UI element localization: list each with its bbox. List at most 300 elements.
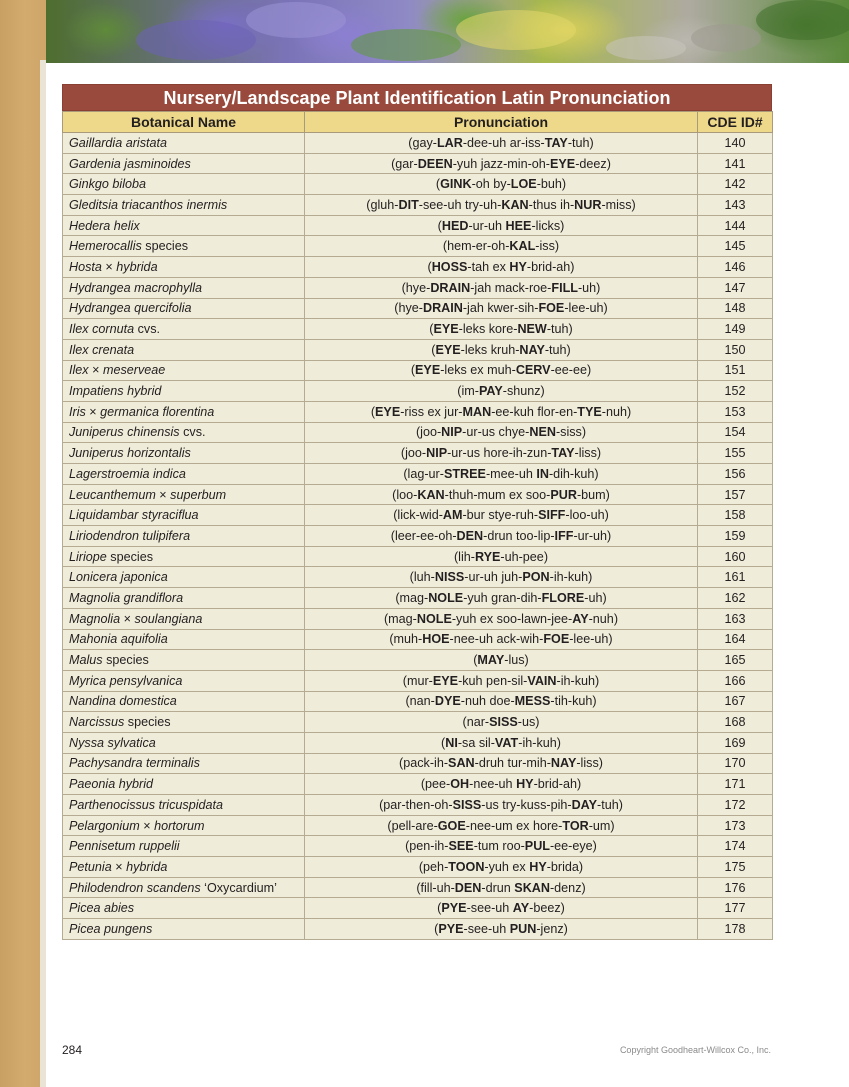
table-row (63, 712, 773, 733)
botanical-name-text: Leucanthemum (69, 487, 156, 502)
cde-id-cell: 150 (698, 339, 773, 360)
botanical-name-text: species (106, 549, 154, 564)
cde-id-cell: 167 (698, 691, 773, 712)
stressed-syllable: DAY (571, 797, 597, 812)
pronunciation-cell (305, 753, 698, 774)
table-title: Nursery/Landscape Plant Identification Latin Pronunciation (62, 84, 772, 111)
stressed-syllable: FILL (551, 280, 578, 295)
pronunciation-text: (mag- (383, 611, 417, 626)
botanical-name-text: Pennisetum ruppelii (69, 839, 180, 854)
table-row (63, 319, 773, 340)
stressed-syllable: MAN (462, 404, 492, 419)
cde-id-cell: 144 (698, 215, 773, 236)
table-row (63, 877, 773, 898)
cde-id-cell: 148 (698, 298, 773, 319)
pronunciation-text: -buh) (536, 177, 567, 192)
cde-id-cell: 154 (698, 422, 773, 443)
pronunciation-text: (leer-ee-oh- (390, 528, 457, 543)
pronunciation-cell (305, 153, 698, 174)
botanical-name-cell (63, 381, 305, 402)
botanical-name-cell (63, 608, 305, 629)
stressed-syllable: DRAIN (422, 301, 463, 316)
pronunciation-text: -ee-ee) (550, 363, 592, 378)
pronunciation-text: -nuh) (601, 404, 632, 419)
stressed-syllable: NEW (517, 322, 547, 337)
stressed-syllable: NI (445, 735, 458, 750)
cde-id-cell: 161 (698, 567, 773, 588)
table-row (63, 526, 773, 547)
pronunciation-text: -uh) (577, 280, 601, 295)
botanical-name-text: Gleditsia triacanthos inermis (69, 197, 228, 212)
botanical-name-text: Ginkgo biloba (69, 177, 147, 192)
pronunciation-text: (luh- (409, 570, 435, 585)
copyright-notice: Copyright Goodheart-Willcox Co., Inc. (619, 1045, 771, 1055)
pronunciation-text: -druh tur-mih- (474, 756, 551, 771)
pronunciation-text: -leks ex muh- (440, 363, 516, 378)
pronunciation-cell (305, 277, 698, 298)
botanical-name-text: × (139, 818, 155, 833)
pronunciation-cell (305, 443, 698, 464)
botanical-name-text: Picea pungens (69, 921, 153, 936)
pronunciation-text: -shunz) (502, 384, 545, 399)
cde-id-cell: 170 (698, 753, 773, 774)
botanical-name-text: hortorum (154, 818, 205, 833)
botanical-name-text: Hedera helix (69, 218, 140, 233)
pronunciation-text: ( (435, 177, 441, 192)
table-row (63, 401, 773, 422)
pronunciation-text: -lee-uh) (569, 632, 613, 647)
stressed-syllable: AY (572, 611, 589, 626)
pronunciation-cell (305, 670, 698, 691)
pronunciation-cell (305, 401, 698, 422)
stressed-syllable: KAN (501, 197, 529, 212)
pronunciation-text: -nee-uh ack-wih- (449, 632, 544, 647)
stressed-syllable: NEN (529, 425, 556, 440)
stressed-syllable: GINK (440, 177, 472, 192)
stressed-syllable: EYE (432, 673, 459, 688)
stressed-syllable: VAT (494, 735, 519, 750)
pronunciation-text: -nuh doe- (460, 694, 515, 709)
table-row (63, 215, 773, 236)
stressed-syllable: NIP (426, 446, 448, 461)
botanical-name-text: Juniperus chinensis (69, 425, 180, 440)
pronunciation-text: -mee-uh (485, 466, 537, 481)
botanical-name-text: hybrida (116, 259, 158, 274)
pronunciation-text: (lag-ur- (403, 466, 444, 481)
pronunciation-text: (joo- (415, 425, 442, 440)
botanical-name-text: Magnolia (69, 611, 121, 626)
botanical-name-text: cvs. (134, 322, 160, 337)
garden-photo-banner-icon (46, 0, 849, 63)
pronunciation-text: -drun too-lip- (483, 528, 555, 543)
stressed-syllable: EYE (375, 404, 401, 419)
pronunciation-text: -siss) (555, 425, 587, 440)
botanical-name-text: Myrica pensylvanica (69, 673, 183, 688)
pronunciation-cell (305, 857, 698, 878)
pronunciation-text: ( (410, 363, 416, 378)
pronunciation-cell (305, 712, 698, 733)
stressed-syllable: DEN (456, 528, 484, 543)
stressed-syllable: KAN (417, 487, 445, 502)
botanical-name-cell (63, 753, 305, 774)
cde-id-cell: 175 (698, 857, 773, 878)
pronunciation-text: -ee-eye) (549, 839, 597, 854)
side-inner-strip (40, 60, 46, 1087)
botanical-name-cell (63, 691, 305, 712)
botanical-name-cell (63, 712, 305, 733)
botanical-name-text: Picea abies (69, 901, 135, 916)
table-row (63, 795, 773, 816)
table-row (63, 236, 773, 257)
pronunciation-cell (305, 174, 698, 195)
pronunciation-text: -brida) (546, 859, 584, 874)
botanical-name-text: Nyssa sylvatica (69, 735, 156, 750)
pronunciation-text: -liss) (574, 446, 602, 461)
cde-id-cell: 153 (698, 401, 773, 422)
pronunciation-cell (305, 919, 698, 940)
pronunciation-cell (305, 319, 698, 340)
stressed-syllable: SKAN (514, 880, 550, 895)
pronunciation-text: -tuh) (567, 135, 594, 150)
botanical-name-text: meserveae (102, 363, 166, 378)
stressed-syllable: NOLE (416, 611, 452, 626)
cde-id-cell: 173 (698, 815, 773, 836)
pronunciation-text: (gay- (408, 135, 437, 150)
stressed-syllable: MAY (477, 653, 505, 668)
stressed-syllable: HED (441, 218, 469, 233)
botanical-name-text: Pachysandra terminalis (69, 756, 200, 771)
pronunciation-text: (pack-ih- (399, 756, 449, 771)
table-header-row (63, 112, 773, 133)
stressed-syllable: TYE (577, 404, 602, 419)
table-row (63, 153, 773, 174)
stressed-syllable: HOSS (431, 259, 468, 274)
stressed-syllable: CERV (515, 363, 551, 378)
pronunciation-table-container (62, 84, 772, 940)
pronunciation-text: (pen-ih- (405, 839, 449, 854)
botanical-name-text: Ilex crenata (69, 342, 135, 357)
stressed-syllable: KAL (509, 239, 536, 254)
stressed-syllable: NAY (519, 342, 545, 357)
stressed-syllable: FOE (538, 301, 565, 316)
pronunciation-text: -beez) (529, 901, 565, 916)
table-row (63, 691, 773, 712)
botanical-name-text: × (101, 259, 117, 274)
pronunciation-cell (305, 608, 698, 629)
stressed-syllable: PYE (441, 901, 467, 916)
botanical-name-text: Petunia (69, 859, 112, 874)
pronunciation-text: -thuh-mum ex soo- (444, 487, 551, 502)
pronunciation-text: (par-then-oh- (379, 797, 453, 812)
cde-id-cell: 178 (698, 919, 773, 940)
stressed-syllable: PON (522, 570, 550, 585)
cde-id-cell: 171 (698, 774, 773, 795)
pronunciation-text: -tuh) (546, 322, 573, 337)
stressed-syllable: EYE (435, 342, 461, 357)
stressed-syllable: NIP (441, 425, 463, 440)
cde-id-cell: 168 (698, 712, 773, 733)
pronunciation-text: -yuh jazz-min-oh- (452, 156, 550, 171)
cde-id-cell: 166 (698, 670, 773, 691)
botanical-name-cell (63, 401, 305, 422)
stressed-syllable: FLORE (541, 590, 585, 605)
botanical-name-cell (63, 215, 305, 236)
cde-id-cell: 164 (698, 629, 773, 650)
pronunciation-text: -yuh ex soo-lawn-jee- (451, 611, 573, 626)
pronunciation-text: (hye- (401, 280, 431, 295)
botanical-name-cell (63, 588, 305, 609)
stressed-syllable: TAY (551, 446, 575, 461)
pronunciation-text: -denz) (549, 880, 586, 895)
pronunciation-cell (305, 546, 698, 567)
table-row (63, 464, 773, 485)
cde-id-cell: 146 (698, 257, 773, 278)
table-row (63, 381, 773, 402)
pronunciation-cell (305, 815, 698, 836)
botanical-name-text: Hydrangea quercifolia (69, 301, 192, 316)
pronunciation-text: (muh- (389, 632, 423, 647)
cde-id-cell: 176 (698, 877, 773, 898)
pronunciation-text: -leks kore- (458, 322, 518, 337)
cde-id-cell: 169 (698, 732, 773, 753)
botanical-name-cell (63, 464, 305, 485)
pronunciation-cell (305, 650, 698, 671)
table-row (63, 443, 773, 464)
cde-id-cell: 151 (698, 360, 773, 381)
stressed-syllable: NOLE (428, 590, 464, 605)
cde-id-cell: 159 (698, 526, 773, 547)
botanical-name-cell (63, 836, 305, 857)
pronunciation-text: (mag- (395, 590, 429, 605)
pronunciation-text: (fill-uh- (416, 880, 455, 895)
pronunciation-text: ( (427, 259, 432, 274)
stressed-syllable: LOE (510, 177, 537, 192)
botanical-name-cell (63, 774, 305, 795)
stressed-syllable: MESS (514, 694, 551, 709)
pronunciation-text: -iss) (535, 239, 560, 254)
pronunciation-text: -see-uh (463, 921, 510, 936)
table-row (63, 484, 773, 505)
pronunciation-text: -brid-ah) (526, 259, 575, 274)
pronunciation-text: -see-uh (466, 901, 513, 916)
table-row (63, 815, 773, 836)
botanical-name-text: × (155, 487, 171, 502)
pronunciation-cell (305, 898, 698, 919)
pronunciation-text: -see-uh try-uh- (418, 197, 502, 212)
pronunciation-cell (305, 339, 698, 360)
pronunciation-text: -riss ex jur- (400, 404, 463, 419)
stressed-syllable: HEE (505, 218, 532, 233)
stressed-syllable: EYE (415, 363, 441, 378)
pronunciation-text: -lee-uh) (564, 301, 608, 316)
table-row (63, 898, 773, 919)
pronunciation-cell (305, 836, 698, 857)
botanical-name-cell (63, 526, 305, 547)
botanical-name-text: Liquidambar styraciflua (69, 508, 199, 523)
cde-id-cell: 172 (698, 795, 773, 816)
stressed-syllable: DEEN (417, 156, 453, 171)
stressed-syllable: PUN (509, 921, 537, 936)
table-row (63, 174, 773, 195)
botanical-name-cell (63, 815, 305, 836)
botanical-name-cell (63, 898, 305, 919)
stressed-syllable: NUR (574, 197, 602, 212)
stressed-syllable: PAY (478, 384, 503, 399)
pronunciation-text: -drun (481, 880, 515, 895)
botanical-name-text: Hosta (69, 259, 102, 274)
botanical-name-cell (63, 319, 305, 340)
table-row (63, 608, 773, 629)
stressed-syllable: LAR (436, 135, 463, 150)
pronunciation-text: -kuh pen-sil- (458, 673, 528, 688)
botanical-name-cell (63, 670, 305, 691)
pronunciation-text: -tuh) (544, 342, 571, 357)
pronunciation-cell (305, 257, 698, 278)
stressed-syllable: DEN (454, 880, 482, 895)
pronunciation-text: ( (431, 342, 436, 357)
pronunciation-text: ( (437, 218, 442, 233)
stressed-syllable: PUR (550, 487, 577, 502)
pronunciation-text: -ur-uh) (573, 528, 612, 543)
stressed-syllable: HY (509, 259, 527, 274)
pronunciation-text: (pell-are- (387, 818, 438, 833)
pronunciation-cell (305, 381, 698, 402)
botanical-name-text: species (124, 715, 171, 730)
pronunciation-text: (joo- (400, 446, 427, 461)
table-row (63, 257, 773, 278)
pronunciation-text: -oh by- (471, 177, 511, 192)
stressed-syllable: EYE (433, 322, 459, 337)
pronunciation-text: -ih-kuh) (549, 570, 593, 585)
pronunciation-text: -bur stye-ruh- (462, 508, 539, 523)
botanical-name-cell (63, 174, 305, 195)
stressed-syllable: DIT (398, 197, 419, 212)
pronunciation-text: -jah mack-roe- (470, 280, 552, 295)
pronunciation-cell (305, 360, 698, 381)
stressed-syllable: SIFF (538, 508, 566, 523)
botanical-name-cell (63, 277, 305, 298)
pronunciation-text: -leks kruh- (460, 342, 520, 357)
botanical-name-cell (63, 546, 305, 567)
botanical-name-text: species (102, 653, 149, 668)
stressed-syllable: HOE (422, 632, 450, 647)
botanical-name-text: hybrida (126, 859, 168, 874)
pronunciation-text: -us try-kuss-pih- (481, 797, 572, 812)
pronunciation-cell (305, 691, 698, 712)
pronunciation-text: -tuh) (597, 797, 623, 812)
stressed-syllable: AM (442, 508, 463, 523)
stressed-syllable: STREE (443, 466, 486, 481)
botanical-name-text: Malus (69, 653, 103, 668)
column-header-botanical-name: Botanical Name (63, 112, 305, 133)
pronunciation-text: (loo- (392, 487, 418, 502)
stressed-syllable: TOR (562, 818, 589, 833)
botanical-name-text: Ilex (69, 363, 89, 378)
table-row (63, 339, 773, 360)
cde-id-cell: 143 (698, 195, 773, 216)
botanical-name-cell (63, 484, 305, 505)
pronunciation-text: (nan- (405, 694, 435, 709)
pronunciation-text: -ur-uh juh- (464, 570, 523, 585)
cde-id-cell: 162 (698, 588, 773, 609)
botanical-name-text: superbum (170, 487, 227, 502)
pronunciation-table (62, 111, 773, 940)
table-row (63, 670, 773, 691)
pronunciation-text: -ur-uh (468, 218, 506, 233)
table-row (63, 588, 773, 609)
cde-id-cell: 152 (698, 381, 773, 402)
column-header-cde-id: CDE ID# (698, 112, 773, 133)
botanical-name-text: × (85, 404, 101, 419)
pronunciation-text: -tah ex (467, 259, 510, 274)
pronunciation-text: ( (441, 735, 446, 750)
pronunciation-text: -dih-kuh) (548, 466, 599, 481)
pronunciation-cell (305, 484, 698, 505)
botanical-name-text: Gaillardia aristata (69, 135, 167, 150)
pronunciation-text: -bum) (576, 487, 610, 502)
table-row (63, 919, 773, 940)
botanical-name-text: Liriodendron tulipifera (69, 528, 191, 543)
pronunciation-text: (lih- (453, 549, 475, 564)
pronunciation-text: -ih-kuh) (518, 735, 561, 750)
botanical-name-text: × (120, 611, 135, 626)
botanical-name-text: Mahonia aquifolia (69, 632, 168, 647)
table-row (63, 360, 773, 381)
garden-photo-banner (46, 0, 849, 63)
pronunciation-cell (305, 215, 698, 236)
pronunciation-cell (305, 505, 698, 526)
botanical-name-text: Juniperus horizontalis (69, 446, 191, 461)
pronunciation-cell (305, 732, 698, 753)
pronunciation-text: -thus ih- (528, 197, 575, 212)
botanical-name-cell (63, 298, 305, 319)
cde-id-cell: 160 (698, 546, 773, 567)
botanical-name-cell (63, 422, 305, 443)
pronunciation-text: -loo-uh) (565, 508, 609, 523)
table-row (63, 629, 773, 650)
botanical-name-cell (63, 650, 305, 671)
pronunciation-text: -tih-kuh) (550, 694, 597, 709)
stressed-syllable: NISS (434, 570, 465, 585)
botanical-name-text: Magnolia grandiflora (69, 590, 184, 605)
pronunciation-text: ( (370, 404, 376, 419)
stressed-syllable: VAIN (527, 673, 557, 688)
stressed-syllable: TAY (544, 135, 568, 150)
pronunciation-cell (305, 422, 698, 443)
stressed-syllable: HY (516, 777, 534, 792)
pronunciation-cell (305, 567, 698, 588)
botanical-name-text: Paeonia hybrid (69, 777, 154, 792)
botanical-name-text: Hydrangea macrophylla (69, 280, 203, 295)
stressed-syllable: SISS (452, 797, 482, 812)
pronunciation-text: (mur- (402, 673, 433, 688)
cde-id-cell: 177 (698, 898, 773, 919)
pronunciation-text: -deez) (575, 156, 611, 171)
pronunciation-cell (305, 526, 698, 547)
pronunciation-cell (305, 195, 698, 216)
table-row (63, 422, 773, 443)
botanical-name-text: Narcissus (69, 715, 125, 730)
cde-id-cell: 147 (698, 277, 773, 298)
botanical-name-cell (63, 857, 305, 878)
stressed-syllable: AY (512, 901, 530, 916)
cde-id-cell: 174 (698, 836, 773, 857)
cde-id-cell: 140 (698, 133, 773, 154)
botanical-name-text: Gardenia jasminoides (69, 156, 191, 171)
botanical-name-cell (63, 919, 305, 940)
botanical-name-text: Lonicera japonica (69, 570, 168, 585)
table-row (63, 753, 773, 774)
